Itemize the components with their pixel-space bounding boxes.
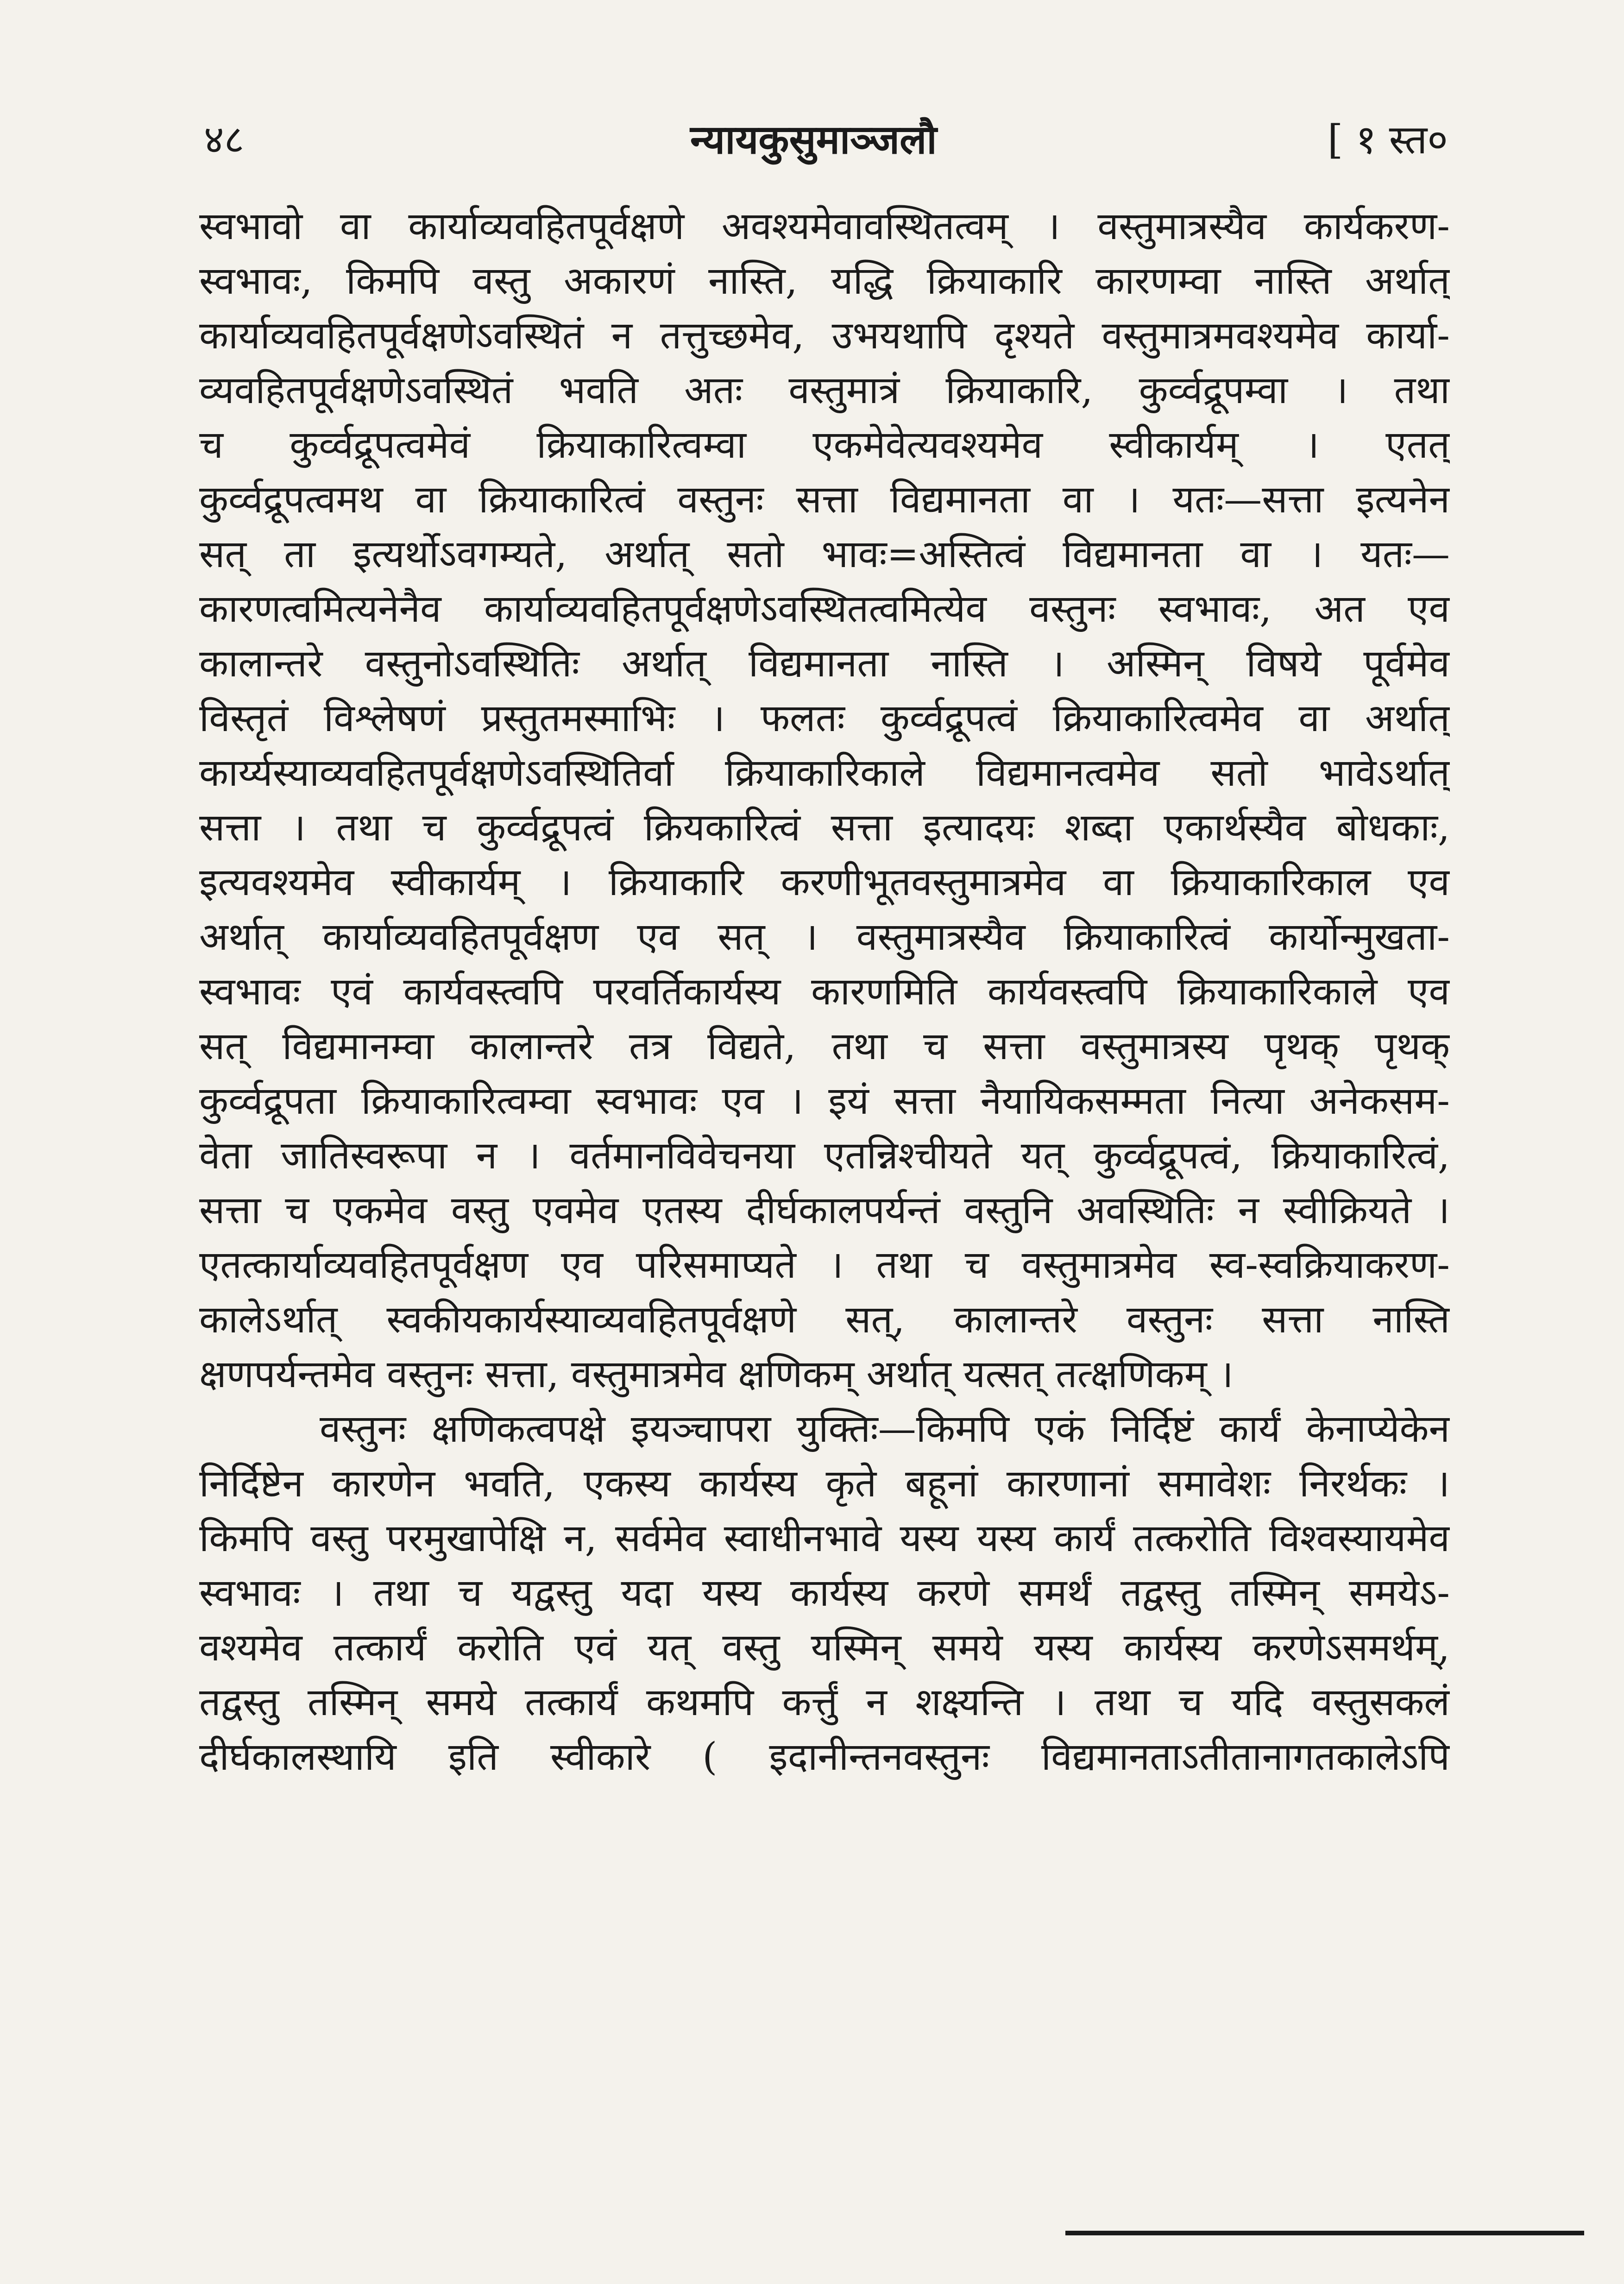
running-title: न्यायकुसुमाञ्जलौ bbox=[690, 116, 937, 163]
text-line: अर्थात् कार्याव्यवहितपूर्वक्षण एव सत् । वस्तुमात्रस्यैव क्रियाकारित्वं कार्योन्मुखता- bbox=[199, 915, 1450, 959]
text-line: स्वभावः, किमपि वस्तु अकारणं नास्ति, यद्धि क्रियाकारि कारणम्वा नास्ति अर्थात् bbox=[199, 259, 1450, 303]
body-text bbox=[199, 199, 1450, 1785]
text-line: कार्य्यस्याव्यवहितपूर्वक्षणेऽवस्थितिर्वा क्रियाकारिकाले विद्यमानत्वमेव सतो भावेऽर्थात् bbox=[199, 751, 1450, 795]
text-line: कुर्व्वद्रूपता क्रियाकारित्वम्वा स्वभावः एव । इयं सत्ता नैयायिकसम्मता नित्या अनेकसम- bbox=[199, 1079, 1450, 1123]
text-line: कुर्व्वद्रूपत्वमथ वा क्रियाकारित्वं वस्तुनः सत्ता विद्यमानता वा । यतः—सत्ता इत्यनेन bbox=[199, 478, 1450, 522]
text-line: एतत्कार्याव्यवहितपूर्वक्षण एव परिसमाप्यते । तथा च वस्तुमात्रमेव स्व-स्वक्रियाकरण- bbox=[199, 1243, 1450, 1287]
footer-rule bbox=[1065, 2231, 1584, 2235]
text-line: वश्यमेव तत्कार्यं करोति एवं यत् वस्तु यस्मिन् समये यस्य कार्यस्य करणेऽसमर्थम्, bbox=[199, 1626, 1450, 1670]
text-line: कारणत्वमित्यनेनैव कार्याव्यवहितपूर्वक्षणेऽवस्थितत्वमित्येव वस्तुनः स्वभावः, अत एव bbox=[199, 587, 1450, 631]
page-header bbox=[199, 111, 1448, 167]
text-line: सत्ता । तथा च कुर्व्वद्रूपत्वं क्रियकारित्वं सत्ता इत्यादयः शब्दा एकार्थस्यैव बोधकाः, bbox=[199, 806, 1450, 850]
text-line: कालान्तरे वस्तुनोऽवस्थितिः अर्थात् विद्यमानता नास्ति । अस्मिन् विषये पूर्वमेव bbox=[199, 642, 1450, 686]
text-line: व्यवहितपूर्वक्षणेऽवस्थितं भवति अतः वस्तुमात्रं क्रियाकारि, कुर्व्वद्रूपम्वा । तथा bbox=[199, 368, 1450, 412]
chapter-mark: [ १ स्त० bbox=[1327, 117, 1448, 163]
text-line: क्षणपर्यन्तमेव वस्तुनः सत्ता, वस्तुमात्रमेव क्षणिकम् अर्थात् यत्सत् तत्क्षणिकम् । bbox=[199, 1352, 1234, 1396]
paragraph-2 bbox=[199, 1402, 1450, 1785]
text-line: कालेऽर्थात् स्वकीयकार्यस्याव्यवहितपूर्वक्षणे सत्, कालान्तरे वस्तुनः सत्ता नास्ति bbox=[199, 1298, 1450, 1342]
text-line: निर्दिष्टेन कारणेन भवति, एकस्य कार्यस्य कृते बहूनां कारणानां समावेशः निरर्थकः । bbox=[199, 1462, 1450, 1506]
text-line: स्वभावः । तथा च यद्वस्तु यदा यस्य कार्यस्य करणे समर्थं तद्वस्तु तस्मिन् समयेऽ- bbox=[199, 1571, 1450, 1615]
text-line: स्वभावः एवं कार्यवस्त्वपि परवर्तिकार्यस्य कारणमिति कार्यवस्त्वपि क्रियाकारिकाले एव bbox=[199, 970, 1450, 1014]
text-line: इत्यवश्यमेव स्वीकार्यम् । क्रियाकारि करणीभूतवस्तुमात्रमेव वा क्रियाकारिकाल एव bbox=[199, 860, 1450, 904]
text-line: किमपि वस्तु परमुखापेक्षि न, सर्वमेव स्वाधीनभावे यस्य यस्य कार्यं तत्करोति विश्वस्यायमेव bbox=[199, 1516, 1450, 1560]
text-line: सत् विद्यमानम्वा कालान्तरे तत्र विद्यते, तथा च सत्ता वस्तुमात्रस्य पृथक् पृथक् bbox=[199, 1024, 1450, 1068]
text-line: दीर्घकालस्थायि इति स्वीकारे ( इदानीन्तनवस्तुनः विद्यमानताऽतीतानागतकालेऽपि bbox=[199, 1735, 1450, 1779]
text-line: स्वभावो वा कार्याव्यवहितपूर्वक्षणे अवश्यमेवावस्थितत्वम् । वस्तुमात्रस्यैव कार्यकरण- bbox=[199, 204, 1450, 248]
text-line: च कुर्व्वद्रूपत्वमेवं क्रियाकारित्वम्वा एकमेवेत्यवश्यमेव स्वीकार्यम् । एतत् bbox=[199, 423, 1450, 467]
text-line: विस्तृतं विश्लेषणं प्रस्तुतमस्माभिः । फलतः कुर्व्वद्रूपत्वं क्रियाकारित्वमेव वा अर्थात् bbox=[199, 696, 1450, 740]
paragraph-1 bbox=[199, 199, 1450, 1402]
text-line: सत्ता च एकमेव वस्तु एवमेव एतस्य दीर्घकालपर्यन्तं वस्तुनि अवस्थितिः न स्वीक्रियते । bbox=[199, 1188, 1450, 1232]
text-line: वेता जातिस्वरूपा न । वर्तमानविवेचनया एतन्निश्चीयते यत् कुर्व्वद्रूपत्वं, क्रियाकारित्वं, bbox=[199, 1134, 1450, 1178]
page-number: ४८ bbox=[204, 117, 245, 162]
text-line: सत् ता इत्यर्थोऽवगम्यते, अर्थात् सतो भावः=अस्तित्वं विद्यमानता वा । यतः— bbox=[199, 532, 1450, 576]
text-line: कार्याव्यवहितपूर्वक्षणेऽवस्थितं न तत्तुच्छमेव, उभयथापि दृश्यते वस्तुमात्रमवश्यमेव कार्या- bbox=[199, 314, 1450, 358]
text-line: तद्वस्तु तस्मिन् समये तत्कार्यं कथमपि कर्त्तुं न शक्ष्यन्ति । तथा च यदि वस्तुसकलं bbox=[199, 1680, 1450, 1724]
text-line: वस्तुनः क्षणिकत्वपक्षे इयञ्चापरा युक्तिः—किमपि एकं निर्दिष्टं कार्यं केनाप्येकेन bbox=[320, 1407, 1450, 1451]
